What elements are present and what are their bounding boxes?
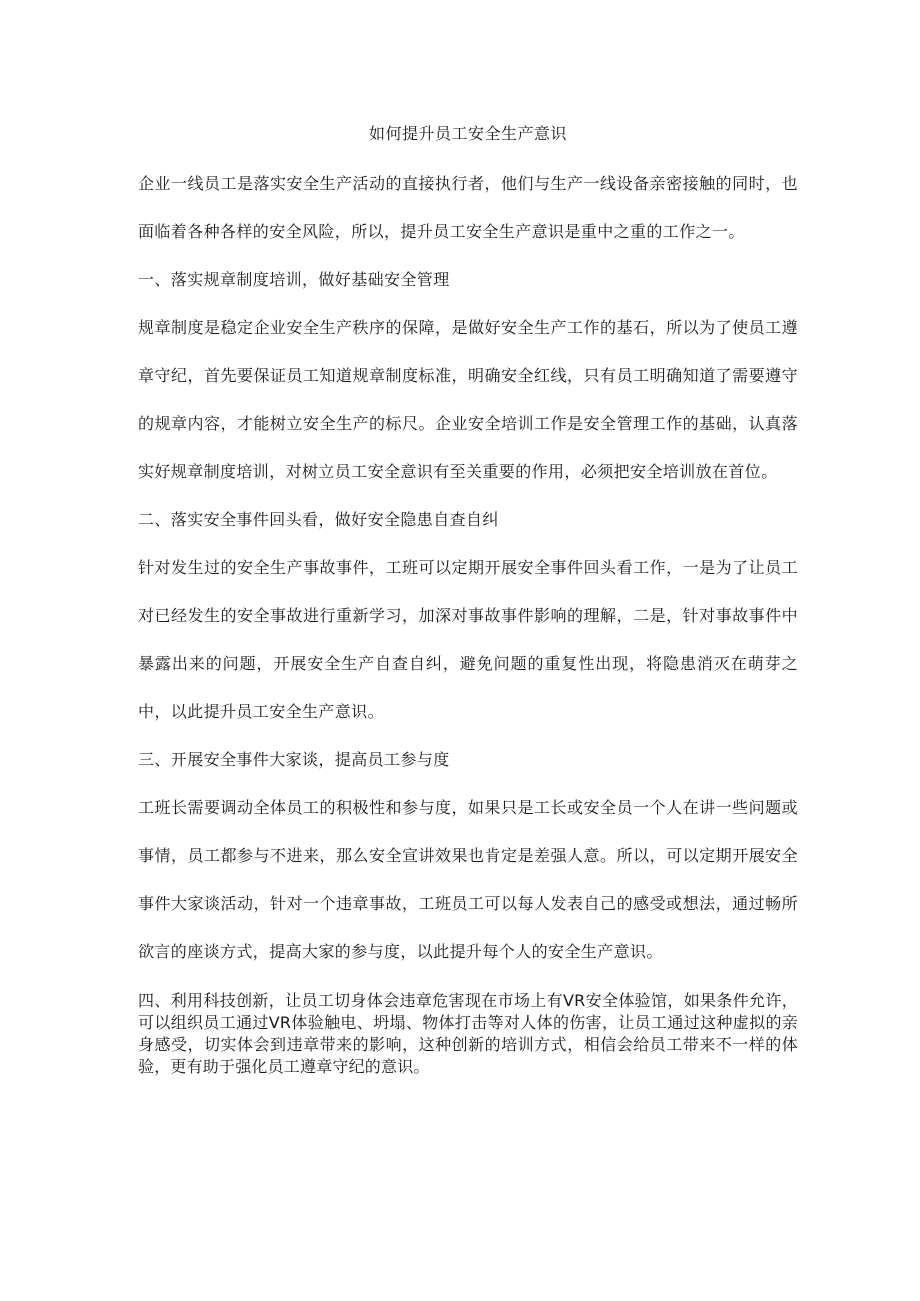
section-heading-1: 一、落实规章制度培训，做好基础安全管理	[138, 270, 450, 289]
section-body-2: 针对发生过的安全生产事故事件，工班可以定期开展安全事件回头看工作，一是为了让员工对已经发生的安全事故进行重新学习，加深对事故事件影响的理解，二是，针对事故事件中暴露出来的问题，开展安全生产自查自纠，避免问题的重复性出现，将隐患消灭在萌芽之中，以此提升员工安全生产意识。	[138, 558, 798, 721]
section-body-1: 规章制度是稳定企业安全生产秩序的保障，是做好安全生产工作的基石，所以为了使员工遵章守纪，首先要保证员工知道规章制度标准，明确安全红线，只有员工明确知道了需要遵守的规章内容，才能树立安全生产的标尺。企业安全培训工作是安全管理工作的基础，认真落实好规章制度培训，对树立员工安全意识有至关重要的作用，必须把安全培训放在首位。	[138, 318, 798, 481]
document-title: 如何提升员工安全生产意识	[368, 124, 567, 143]
section-paragraph-4: 四、利用科技创新，让员工切身体会违章危害现在市场上有VR安全体验馆，如果条件允许，可以组织员工通过VR体验触电、坍塌、物体打击等对人体的伤害，让员工通过这种虚拟的亲身感受，切实体会到违章带来的影响，这种创新的培训方式，相信会给员工带来不一样的体验，更有助于强化员工遵章守纪的意识。	[138, 991, 798, 1076]
section-heading-3: 三、开展安全事件大家谈，提高员工参与度	[138, 750, 450, 769]
section-heading-2: 二、落实安全事件回头看，做好安全隐患自查自纠	[138, 510, 499, 529]
document-body	[138, 122, 798, 1094]
intro-paragraph: 企业一线员工是落实安全生产活动的直接执行者，他们与生产一线设备亲密接触的同时，也面临着各种各样的安全风险，所以，提升员工安全生产意识是重中之重的工作之一。	[138, 174, 798, 241]
section-body-3: 工班长需要调动全体员工的积极性和参与度，如果只是工长或安全员一个人在讲一些问题或事情，员工都参与不进来，那么安全宣讲效果也肯定是差强人意。所以，可以定期开展安全事件大家谈活动，针对一个违章事故，工班员工可以每人发表自己的感受或想法，通过畅所欲言的座谈方式，提高大家的参与度，以此提升每个人的安全生产意识。	[138, 798, 798, 961]
